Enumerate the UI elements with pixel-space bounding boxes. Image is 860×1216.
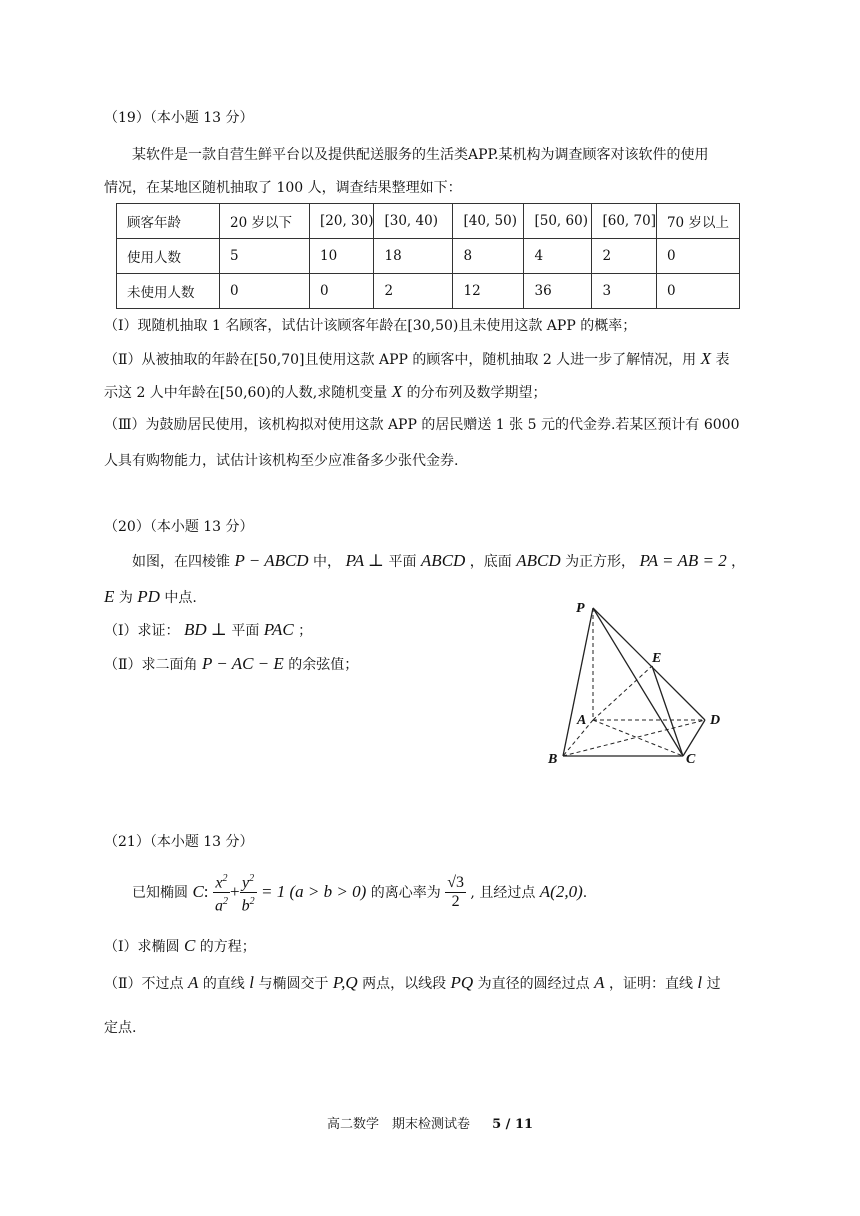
q19-intro-line2: 情况，在某地区随机抽取了 100 人，调查结果整理如下： (104, 180, 462, 196)
table-cell: 0 (310, 274, 374, 309)
q21-math: P,Q (332, 973, 358, 992)
edge-pb (563, 608, 593, 756)
label-e: E (652, 651, 662, 666)
survey-table (116, 203, 740, 309)
q20-text: ； (298, 623, 313, 639)
q20-statement-line1 (132, 551, 745, 572)
table-row (117, 274, 740, 309)
q21-math: A (594, 973, 605, 992)
frac-two: 2 (451, 893, 460, 911)
q21-statement: 已知椭圆 C: $\frac{x^2}{a^2}$ + $\frac{y^2}{b^2}$ = 1 (a > b > 0) 的离心率为 $\frac{√3}{2}$ , 且经过点 A(2,0). (132, 870, 587, 916)
q21-text: 已知椭圆 (132, 884, 188, 901)
table-col-header: [60, 70] (592, 204, 656, 239)
q20-math: PD (137, 587, 160, 606)
q21-math: A (187, 973, 199, 992)
q21-math: : (203, 881, 209, 901)
q21-math: = 1 (a > b > 0) (261, 881, 367, 901)
table-row-label: 使用人数 (117, 239, 220, 274)
q20-math: PAC (263, 620, 294, 639)
table-col-header: 20 岁以下 (220, 204, 310, 239)
edge-pd (593, 608, 705, 720)
q20-math: P − ABCD (234, 551, 309, 570)
q21-part2-line1 (104, 973, 721, 994)
frac-a: a (214, 897, 223, 915)
q20-text: 平面 (231, 623, 260, 639)
table-row (117, 239, 740, 274)
q19-part2-text: 表 (715, 352, 730, 368)
q21-part1 (104, 936, 256, 957)
q21-math: A(2,0) (539, 881, 583, 901)
q19-part2-line1 (104, 349, 729, 370)
q19-part1: （Ⅰ）现随机抽取 1 名顾客，试估计该顾客年龄在[30,50)且未使用这款 APP 的概率； (104, 318, 637, 334)
q20-math: P − AC − E (201, 654, 284, 673)
exponent: 2 (249, 873, 255, 884)
table-header-label: 顾客年龄 (117, 204, 220, 239)
fraction-y2-b2 (240, 870, 257, 916)
table-col-header: [20, 30) (310, 204, 374, 239)
table-cell: 0 (656, 239, 739, 274)
table-cell: 0 (656, 274, 739, 309)
exponent: 2 (249, 896, 255, 908)
q20-text: （Ⅱ）求二面角 (104, 657, 198, 673)
frac-b: b (241, 897, 250, 915)
table-col-header: 70 岁以上 (656, 204, 739, 239)
page-number: 5 / 11 (492, 1117, 534, 1132)
q21-math: l (697, 973, 703, 992)
q19-part2-text: （Ⅱ）从被抽取的年龄在[50,70]且使用这款 APP 的顾客中，随机抽取 2 人进一步了解情况，用 (104, 352, 697, 368)
q19-part2-text: 示这 2 人中年龄在[50,60)的人数,求随机变量 (104, 385, 388, 401)
exponent: 2 (222, 896, 228, 908)
q20-text: ，底面 (469, 554, 512, 570)
q21-text: , 且经过点 (470, 884, 536, 901)
q21-text: （Ⅰ）求椭圆 (104, 939, 180, 955)
edge-ac-hidden (593, 720, 683, 756)
q21-text: 为直径的圆经过点 (477, 976, 590, 992)
q20-text: 中， (313, 554, 342, 570)
q20-text: 如图，在四棱锥 (132, 554, 230, 570)
q20-text: （Ⅰ）求证： (104, 623, 180, 639)
q21-part2-line2: 定点. (104, 1020, 137, 1036)
label-d: D (710, 713, 721, 728)
q21-math: PQ (450, 973, 474, 992)
q21-math: l (249, 973, 254, 992)
q20-statement-line2 (104, 587, 197, 608)
q20-part2 (104, 654, 358, 675)
table-cell: 36 (524, 274, 592, 309)
q21-text: 的离心率为 (370, 884, 441, 901)
q20-header: （20）（本小题 13 分） (104, 519, 254, 535)
q21-text: . (582, 884, 588, 901)
q20-text: 为正方形， (565, 554, 636, 570)
q21-text: ，证明：直线 (608, 976, 693, 992)
edge-ec (652, 666, 683, 756)
table-cell: 2 (592, 239, 656, 274)
q21-math: C (192, 881, 204, 901)
label-b: B (548, 752, 558, 767)
label-a: A (577, 713, 587, 728)
table-header-row (117, 204, 740, 239)
fraction-x2-a2 (213, 870, 230, 916)
table-cell: 0 (220, 274, 310, 309)
exponent: 2 (222, 873, 228, 884)
table-cell: 8 (453, 239, 524, 274)
table-cell: 18 (374, 239, 453, 274)
label-c: C (686, 752, 696, 767)
q21-math: C (183, 936, 196, 955)
q20-math: PA = AB = 2 (639, 551, 727, 570)
q20-math: BD ⊥ (183, 620, 227, 639)
table-col-header: [50, 60) (524, 204, 592, 239)
q21-text: 过 (706, 976, 721, 992)
q21-text: （Ⅱ）不过点 (104, 976, 184, 992)
table-cell: 12 (453, 274, 524, 309)
table-col-header: [30, 40) (374, 204, 453, 239)
table-cell: 2 (374, 274, 453, 309)
q20-math: PA ⊥ (345, 551, 385, 570)
q19-header: （19）（本小题 13 分） (104, 110, 254, 126)
table-row-label: 未使用人数 (117, 274, 220, 309)
q19-part3-line2: 人具有购物能力，试估计该机构至少应准备多少张代金券. (104, 453, 459, 469)
q19-part2-text: 的分布列及数学期望； (406, 385, 547, 401)
q21-text: 的直线 (202, 976, 245, 992)
fraction-sqrt3-2 (445, 874, 466, 911)
q20-math: ABCD (420, 551, 466, 570)
table-cell: 4 (524, 239, 592, 274)
edge-pc (593, 608, 683, 756)
q20-math: E (104, 587, 115, 606)
q19-part2-line2 (104, 382, 547, 403)
q19-part3-line1: （Ⅲ）为鼓励居民使用，该机构拟对使用这款 APP 的居民赠送 1 张 5 元的代金券.若某区预计有 6000 (104, 417, 740, 433)
pyramid-figure (540, 596, 750, 776)
frac-y: y (242, 874, 250, 892)
table-cell: 3 (592, 274, 656, 309)
q21-text: 的方程； (199, 939, 256, 955)
q20-text: 的余弦值； (288, 657, 359, 673)
label-p: P (576, 601, 585, 616)
q20-text: 为 (118, 590, 133, 606)
edge-cd (683, 720, 705, 756)
q21-text: 两点，以线段 (362, 976, 447, 992)
table-col-header: [40, 50) (453, 204, 524, 239)
q19-var-x: X (700, 349, 712, 368)
q20-text: 中点. (164, 590, 197, 606)
q19-var-x: X (391, 382, 403, 401)
table-cell: 10 (310, 239, 374, 274)
frac-sqrt3: √3 (447, 874, 464, 892)
q21-header: （21）（本小题 13 分） (104, 834, 254, 850)
footer-title: 高二数学 期末检测试卷 (326, 1117, 470, 1132)
q20-math: ABCD (516, 551, 561, 570)
q20-text: 平面 (388, 554, 417, 570)
q19-intro-line1: 某软件是一款自营生鲜平台以及提供配送服务的生活类APP.某机构为调查顾客对该软件的使用 (132, 147, 709, 163)
table-cell: 5 (220, 239, 310, 274)
q20-text: ， (731, 554, 746, 570)
q20-part1 (104, 620, 312, 641)
q21-text: 与椭圆交于 (258, 976, 329, 992)
frac-x: x (215, 874, 223, 892)
page-footer (0, 1113, 860, 1132)
edge-ae-hidden (593, 666, 652, 720)
